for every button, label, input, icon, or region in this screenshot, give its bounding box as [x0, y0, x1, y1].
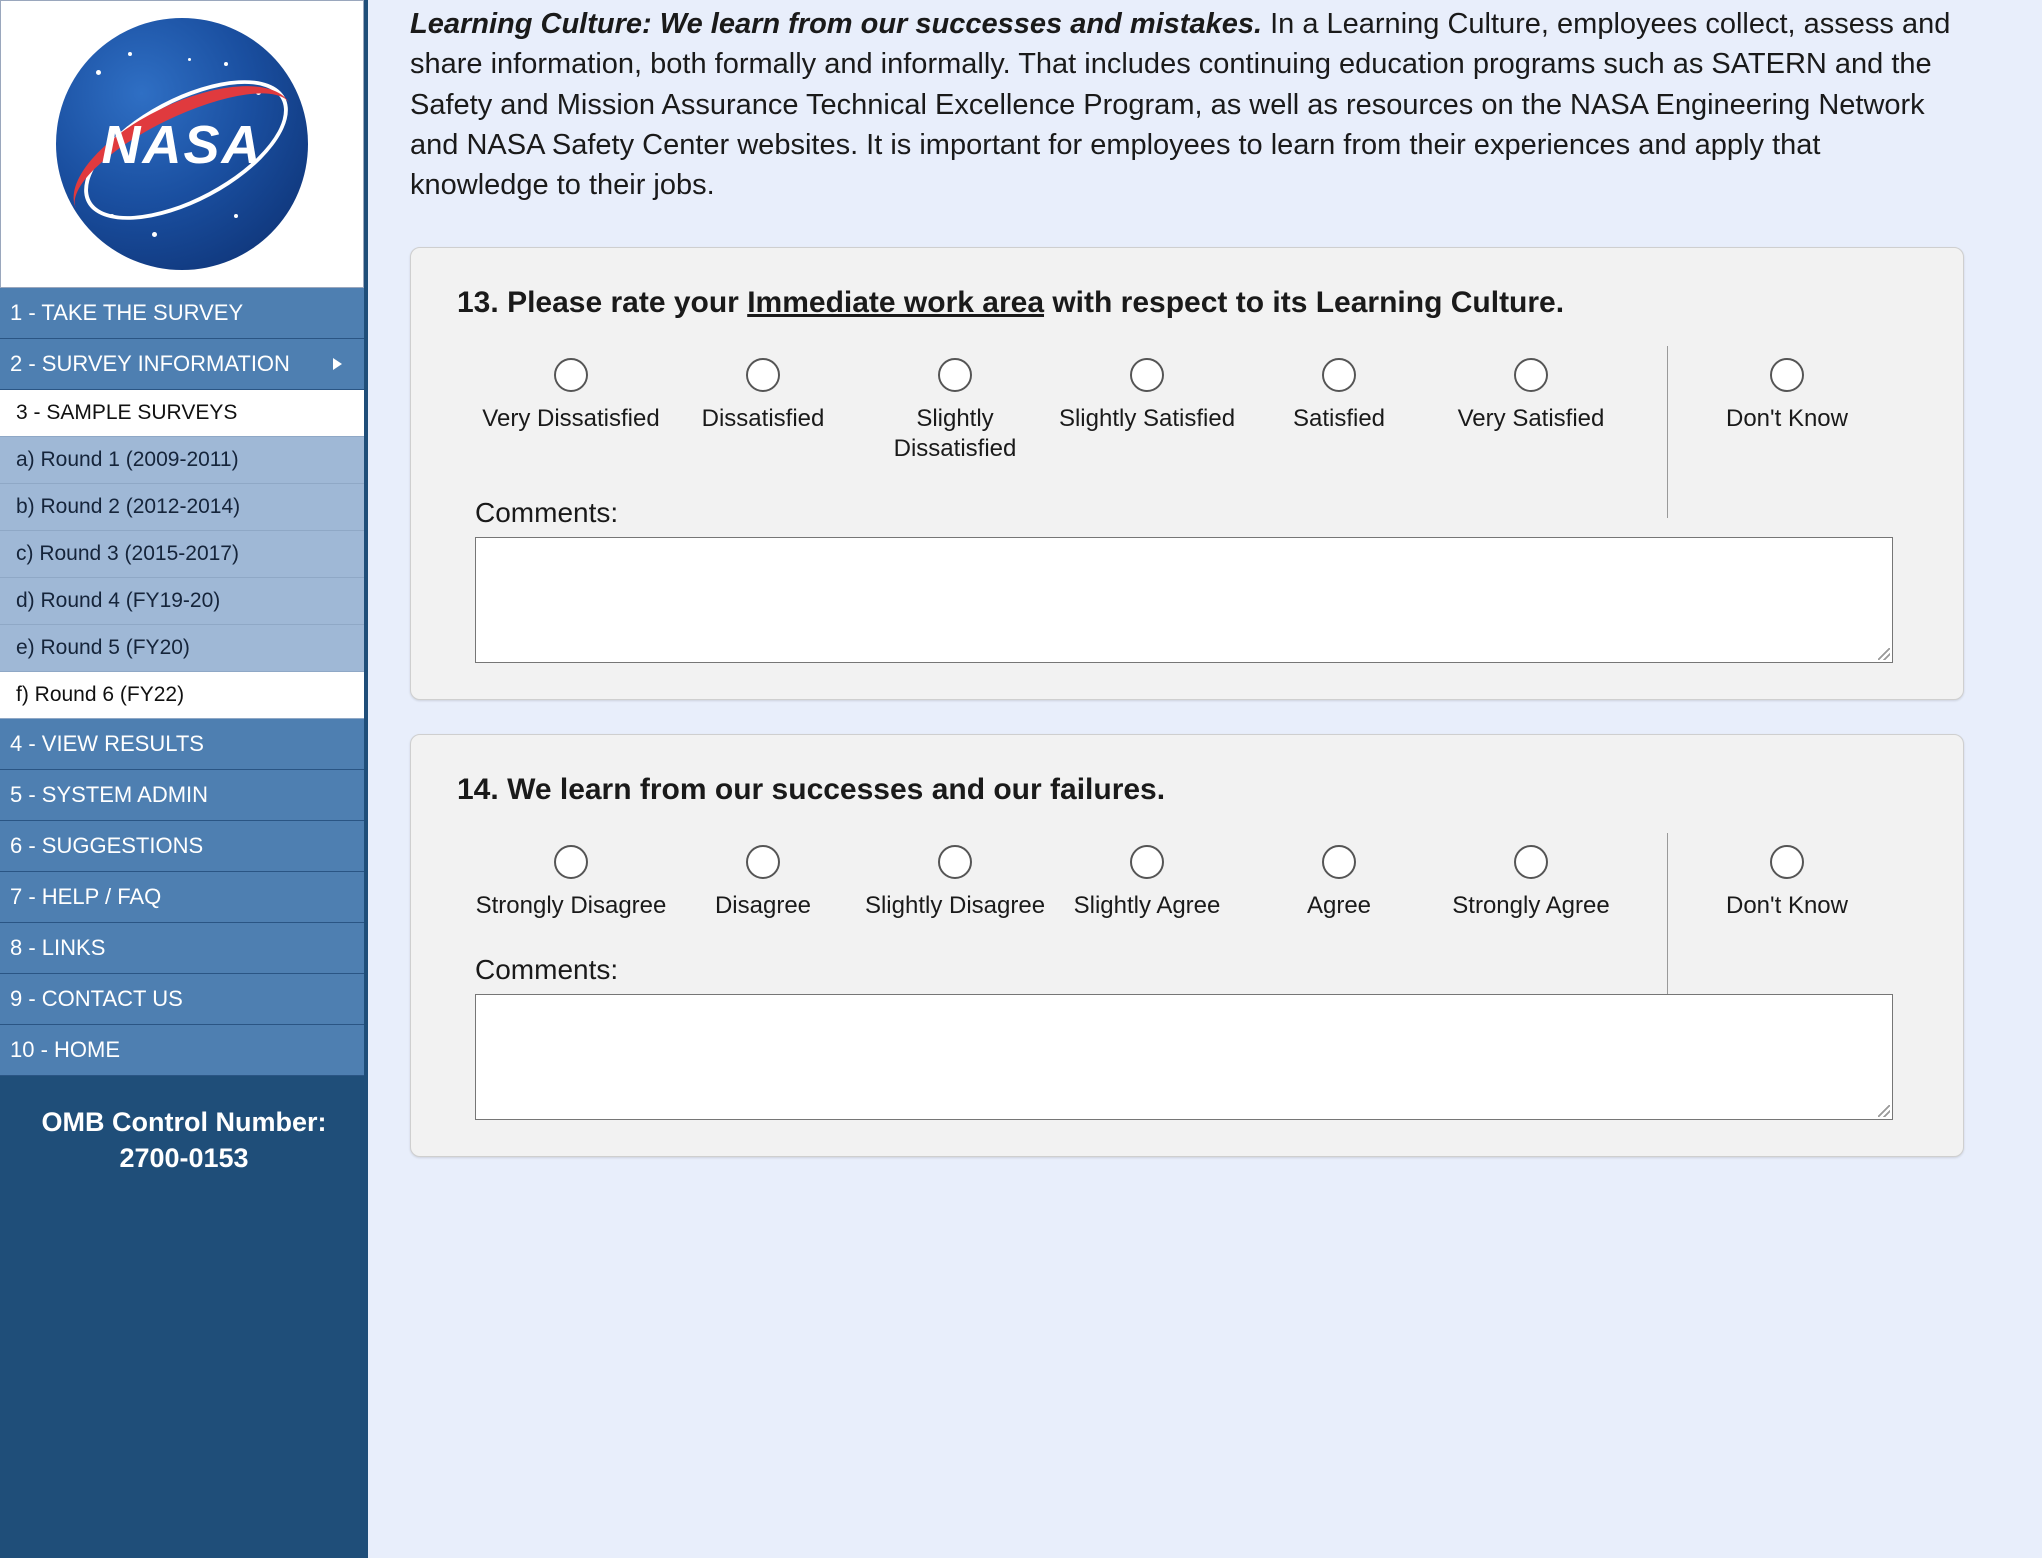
radio-strongly-disagree[interactable]: [554, 845, 588, 879]
sidebar-item-label: 3 - SAMPLE SURVEYS: [16, 401, 238, 424]
intro-paragraph: [368, 0, 2042, 205]
rating-option-dont-know[interactable]: [1691, 845, 1883, 920]
rating-option-dissatisfied[interactable]: [667, 358, 859, 433]
radio-disagree[interactable]: [746, 845, 780, 879]
radio-slightly-satisfied[interactable]: [1130, 358, 1164, 392]
question-title-13: [457, 286, 1929, 320]
rating-option-disagree[interactable]: [667, 845, 859, 920]
rating-option-very-satisfied[interactable]: [1435, 358, 1627, 433]
sidebar-item-label: 1 - TAKE THE SURVEY: [10, 300, 244, 325]
rating-option-label: Don't Know: [1726, 405, 1848, 433]
rating-option-slightly-disagree[interactable]: [859, 845, 1051, 920]
resize-handle-icon[interactable]: [1878, 1105, 1890, 1117]
rating-option-label: Strongly Agree: [1452, 892, 1610, 920]
sidebar-subitem-round-3[interactable]: [0, 531, 364, 578]
main-content: [368, 0, 2042, 1558]
sidebar-item-label: 5 - SYSTEM ADMIN: [10, 782, 209, 807]
sidebar-item-view-results[interactable]: [0, 719, 364, 770]
resize-handle-icon[interactable]: [1878, 648, 1890, 660]
rating-option-slightly-dissatisfied[interactable]: [859, 358, 1051, 463]
radio-satisfied[interactable]: [1322, 358, 1356, 392]
radio-slightly-agree[interactable]: [1130, 845, 1164, 879]
rating-option-label: Slightly Dissatisfied: [893, 405, 1017, 462]
sidebar-item-survey-information[interactable]: [0, 339, 364, 390]
radio-strongly-agree[interactable]: [1514, 845, 1548, 879]
rating-option-satisfied[interactable]: [1243, 358, 1435, 433]
omb-control-block: [0, 1104, 368, 1177]
question-text-after: with respect to its Learning Culture.: [1044, 286, 1565, 320]
comments-label-14: Comments:: [475, 954, 619, 986]
sidebar-item-label: 4 - VIEW RESULTS: [10, 731, 204, 756]
nasa-wordmark: NASA: [101, 115, 263, 175]
sidebar-item-system-admin[interactable]: [0, 770, 364, 821]
radio-slightly-dissatisfied[interactable]: [938, 358, 972, 392]
chevron-right-icon: [333, 358, 342, 370]
sidebar-item-sample-surveys[interactable]: [0, 390, 364, 437]
sidebar-item-label: 2 - SURVEY INFORMATION: [10, 351, 290, 376]
sidebar-subitem-label: b) Round 2 (2012-2014): [16, 495, 241, 518]
sidebar-item-help-faq[interactable]: [0, 872, 364, 923]
radio-dissatisfied[interactable]: [746, 358, 780, 392]
sidebar-subitem-round-1[interactable]: [0, 437, 364, 484]
comments-label-13: Comments:: [475, 497, 619, 529]
sidebar-item-contact-us[interactable]: [0, 974, 364, 1025]
rating-scale-13: [445, 358, 1929, 463]
rating-option-label: Very Dissatisfied: [482, 405, 660, 433]
sidebar-item-links[interactable]: [0, 923, 364, 974]
rating-option-slightly-satisfied[interactable]: [1051, 358, 1243, 433]
rating-option-dont-know[interactable]: [1691, 358, 1883, 433]
sidebar-subitem-round-5[interactable]: [0, 625, 364, 672]
radio-dont-know[interactable]: [1770, 845, 1804, 879]
rating-option-strongly-disagree[interactable]: [475, 845, 667, 920]
sidebar-subitem-label: d) Round 4 (FY19-20): [16, 589, 221, 612]
question-card-13: [410, 247, 1964, 700]
comments-input-14[interactable]: [475, 994, 1893, 1120]
question-card-14: [410, 734, 1964, 1157]
sidebar-item-home[interactable]: [0, 1025, 364, 1076]
radio-dont-know[interactable]: [1770, 358, 1804, 392]
rating-option-agree[interactable]: [1243, 845, 1435, 920]
rating-option-label: Don't Know: [1726, 892, 1848, 920]
intro-body: In a Learning Culture, employees collect, assess and share information, both formally and informally. That includes continuing education programs such as SATERN and the Safety and Mission Assurance Technical Excellence Program, as well as resources on the NASA Engineering Network and NASA Safety Center websites. It is important for employees to learn from their experiences and apply that knowledge to their jobs.: [410, 8, 1951, 202]
sidebar-item-label: 9 - CONTACT US: [10, 986, 183, 1011]
sidebar-subitem-round-6[interactable]: [0, 672, 364, 719]
rating-option-strongly-agree[interactable]: [1435, 845, 1627, 920]
omb-label: OMB Control Number:: [41, 1107, 327, 1137]
omb-number: 2700-0153: [119, 1143, 249, 1174]
rating-option-label: Slightly Satisfied: [1058, 405, 1236, 433]
rating-option-label: Satisfied: [1292, 405, 1386, 433]
sidebar-subitem-label: e) Round 5 (FY20): [16, 636, 190, 659]
scale-divider: [1667, 833, 1668, 1005]
rating-option-label: Very Satisfied: [1457, 405, 1605, 433]
nasa-meatball-icon: [56, 18, 308, 270]
question-text-underlined: Immediate work area: [747, 286, 1045, 320]
radio-agree[interactable]: [1322, 845, 1356, 879]
sidebar-item-label: 10 - HOME: [10, 1037, 121, 1062]
rating-option-slightly-agree[interactable]: [1051, 845, 1243, 920]
sidebar-item-suggestions[interactable]: [0, 821, 364, 872]
question-text-before: Please rate your: [507, 286, 748, 320]
sidebar-item-label: 6 - SUGGESTIONS: [10, 833, 204, 858]
intro-lead: Learning Culture: We learn from our successes and mistakes.: [410, 8, 1263, 40]
question-text-before: We learn from our successes and our failures.: [507, 773, 1166, 807]
question-number: 13.: [457, 286, 499, 320]
radio-very-dissatisfied[interactable]: [554, 358, 588, 392]
sidebar-subitem-round-2[interactable]: [0, 484, 364, 531]
rating-scale-14: [445, 845, 1929, 920]
comments-input-13[interactable]: [475, 537, 1893, 663]
sidebar-subitem-label: f) Round 6 (FY22): [16, 683, 185, 706]
sidebar: [0, 0, 368, 1558]
rating-option-label: Agree: [1306, 892, 1372, 920]
scale-divider: [1667, 346, 1668, 518]
question-number: 14.: [457, 773, 499, 807]
sidebar-subitem-label: a) Round 1 (2009-2011): [16, 448, 239, 471]
sidebar-item-label: 8 - LINKS: [10, 935, 106, 960]
sidebar-subitem-label: c) Round 3 (2015-2017): [16, 542, 239, 565]
rating-option-label: Dissatisfied: [701, 405, 825, 433]
nasa-logo: [0, 0, 364, 288]
rating-option-label: Disagree: [714, 892, 812, 920]
rating-option-label: Strongly Disagree: [475, 892, 667, 920]
radio-very-satisfied[interactable]: [1514, 358, 1548, 392]
rating-option-label: Slightly Disagree: [864, 892, 1046, 920]
sidebar-item-take-the-survey[interactable]: [0, 288, 364, 339]
radio-slightly-disagree[interactable]: [938, 845, 972, 879]
question-title-14: [457, 773, 1929, 807]
rating-option-very-dissatisfied[interactable]: [475, 358, 667, 433]
sidebar-subitem-round-4[interactable]: [0, 578, 364, 625]
sidebar-item-label: 7 - HELP / FAQ: [10, 884, 162, 909]
rating-option-label: Slightly Agree: [1073, 892, 1221, 920]
